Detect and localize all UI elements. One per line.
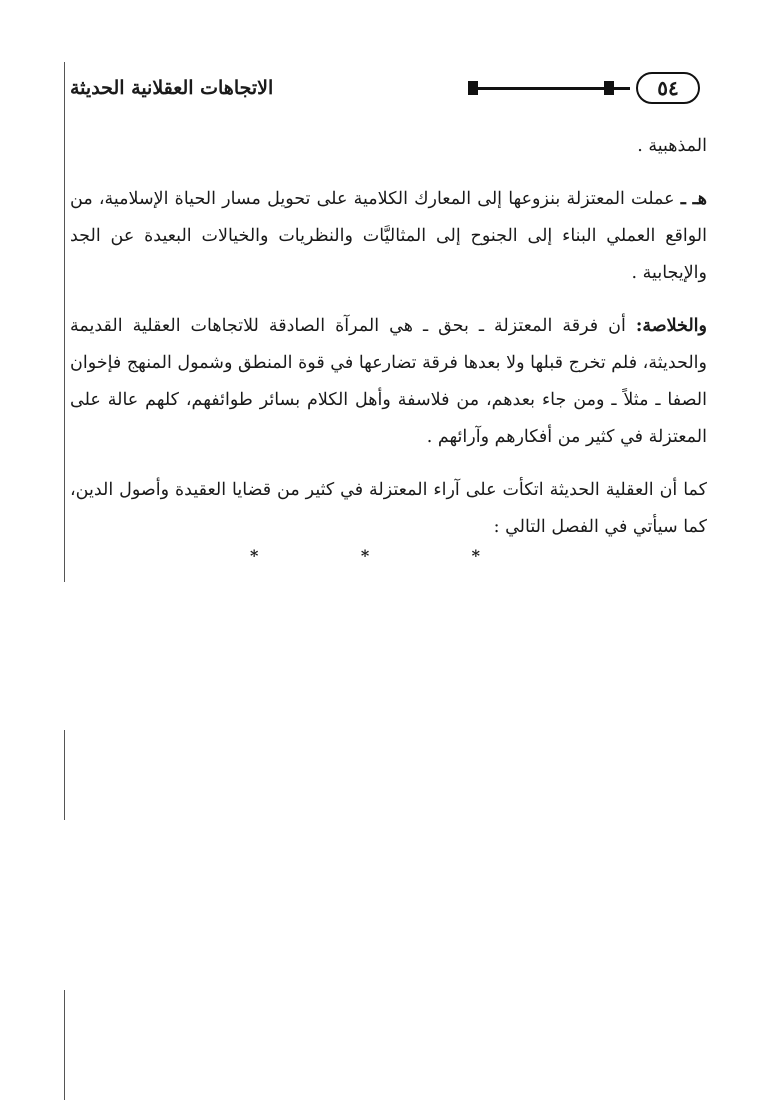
- paragraph: [70, 128, 707, 165]
- header-rule-right: [612, 87, 630, 90]
- header-square-right: [604, 81, 614, 95]
- header-rule-middle: [478, 87, 604, 90]
- body-text: [70, 128, 707, 562]
- page-header: [60, 72, 700, 108]
- paragraph-lead: هـ ـ: [680, 189, 707, 209]
- paragraph-text: المذهبية .: [637, 136, 707, 156]
- header-square-left: [468, 81, 478, 95]
- margin-line-bottom: [64, 990, 65, 1100]
- paragraph-text: كما أن العقلية الحديثة اتكأت على آراء المعتزلة في كثير من قضايا العقيدة وأصول الدين، كما سيأتي في الفصل التالي :: [70, 480, 707, 537]
- separator-star: *: [360, 546, 370, 565]
- paragraph: [70, 308, 707, 456]
- paragraph-text: أن فرقة المعتزلة ـ بحق ـ هي المرآة الصادقة للاتجاهات العقلية القديمة والحديثة، فلم تخرج قبلها ولا بعدها فرقة تضارعها في قوة المنطق وشمول المنهج فإخوان الصفا ـ مثلاً ـ ومن جاء بعدهم، من فلاسفة وأهل الكلام بسائر طوائفهم، كلهم عالة على المعتزلة في كثير من أفكارهم وآرائهم .: [70, 316, 707, 447]
- paragraph-lead: والخلاصة:: [635, 316, 707, 336]
- paragraph-text: عملت المعتزلة بنزوعها إلى المعارك الكلامية على تحويل مسار الحياة الإسلامية، من الواقع العملي البناء إلى الجنوح إلى المثاليَّات والنظريات والخيالات البعيدة عن الجد والإيجابية .: [70, 189, 707, 283]
- margin-line-top: [64, 62, 65, 582]
- paragraph: [70, 181, 707, 292]
- section-separator: [250, 546, 480, 570]
- page-number: ٥٤: [636, 72, 700, 104]
- running-title: الاتجاهات العقلانية الحديثة: [70, 77, 274, 99]
- margin-line-middle: [64, 730, 65, 820]
- paragraph: [70, 472, 707, 546]
- separator-star: *: [471, 546, 480, 565]
- separator-star: *: [250, 546, 259, 565]
